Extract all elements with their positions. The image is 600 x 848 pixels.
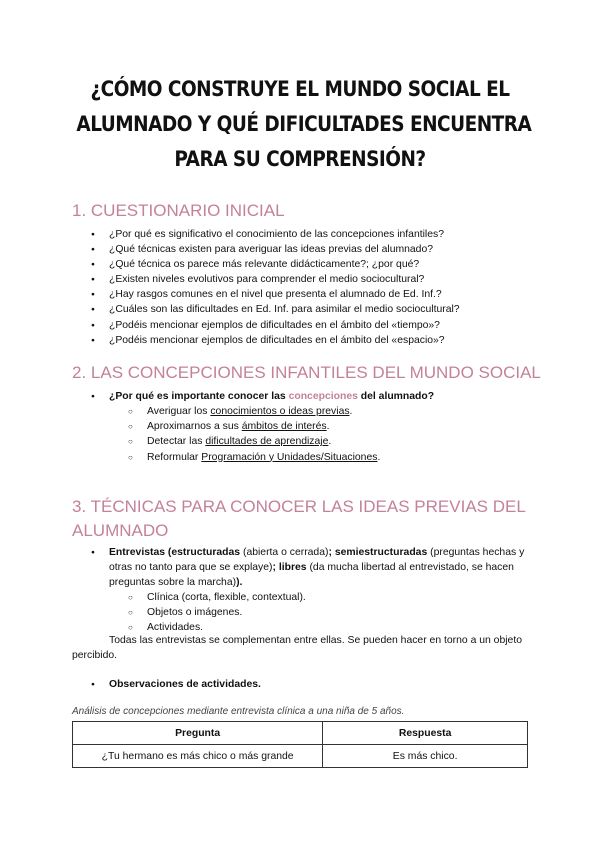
- underlined-link[interactable]: dificultades de aprendizaje: [205, 436, 329, 448]
- list-item: ● ¿Por qué es significativo el conocimiento de las concepciones infantiles?: [90, 227, 460, 242]
- title-line: ALUMNADO Y QUÉ DIFICULTADES ENCUENTRA: [76, 112, 532, 137]
- list-item: ● ¿Qué técnicas existen para averiguar las ideas previas del alumnado?: [90, 242, 460, 257]
- sub-item: [128, 450, 380, 465]
- underlined-link[interactable]: conocimientos o ideas previas: [210, 406, 350, 417]
- interview-table: [72, 721, 528, 768]
- text: (preguntas hechas y otras no tanto para que se explaye): [109, 547, 525, 574]
- sub-item-text: Aproximarnos a sus: [147, 421, 242, 433]
- table-cell: Es más chico.: [323, 745, 528, 768]
- section-3-heading: [72, 495, 526, 543]
- question-text: del alumnado?: [357, 391, 435, 402]
- list-item: ● ¿Podéis mencionar ejemplos de dificultades en el ámbito del «espacio»?: [90, 333, 460, 348]
- table-cell: ¿Tu hermano es más chico o más grande: [73, 745, 323, 768]
- bold-text: ; libres: [272, 562, 307, 574]
- heading-line: ALUMNADO: [72, 521, 169, 540]
- text: (abierta o cerrada): [240, 547, 329, 558]
- sub-item: ○ Objetos o imágenes.: [128, 605, 306, 620]
- column-header: Respuesta: [323, 722, 528, 745]
- sub-item: [128, 434, 380, 449]
- table-header-row: [73, 722, 528, 745]
- bold-text: Observaciones de actividades.: [109, 679, 261, 690]
- sub-item-text: .: [349, 406, 353, 417]
- observaciones-item: [90, 677, 261, 692]
- sub-item-text: .: [377, 451, 381, 463]
- underlined-link[interactable]: ámbitos de interés: [241, 421, 327, 433]
- sub-item: [128, 419, 380, 434]
- sub-item-text: .: [328, 436, 332, 448]
- section-1-heading: 1. CUESTIONARIO INICIAL: [72, 201, 285, 220]
- bold-text: ).: [236, 577, 243, 589]
- bold-text: Entrevistas (estructuradas: [109, 547, 241, 558]
- section-2-heading: 2. LAS CONCEPCIONES INFANTILES DEL MUNDO SOCIAL: [72, 363, 541, 382]
- list-item: ● ¿Existen niveles evolutivos para comprender el medio sociocultural?: [90, 272, 460, 287]
- list-item: [90, 389, 434, 404]
- list-item: ● ¿Cuáles son las dificultades en Ed. Inf. para asimilar el medio sociocultural?: [90, 302, 460, 317]
- sub-item: ○ Actividades.: [128, 620, 306, 635]
- entrevistas-item: [90, 545, 539, 591]
- sub-item-text: Averiguar los: [147, 406, 211, 417]
- text: (da mucha libertad al entrevistado, se hacen preguntas sobre la marcha): [109, 562, 514, 589]
- highlight-word: concepciones: [288, 391, 358, 402]
- table-row: [73, 745, 528, 768]
- sub-item: [128, 404, 380, 419]
- sub-item-text: Reformular: [147, 451, 202, 463]
- bold-text: ; semiestructuradas: [328, 547, 428, 558]
- title-line: PARA SU COMPRENSIÓN?: [174, 147, 426, 172]
- title-line: ¿CÓMO CONSTRUYE EL MUNDO SOCIAL EL: [90, 77, 510, 102]
- document-title: [76, 72, 532, 177]
- bullet-dot: ●: [91, 549, 95, 556]
- concepciones-sublist: [128, 404, 380, 465]
- list-item: ● ¿Hay rasgos comunes en el nivel que presenta el alumnado de Ed. Inf.?: [90, 287, 460, 302]
- sub-item-text: Detectar las: [147, 436, 206, 448]
- entrevistas-sublist: [128, 590, 306, 636]
- concepciones-list: [90, 389, 434, 404]
- list-item: ● ¿Qué técnica os parece más relevante didácticamente?; ¿por qué?: [90, 257, 460, 272]
- sub-item: ○ Clínica (corta, flexible, contextual).: [128, 590, 306, 605]
- list-item: ● ¿Podéis mencionar ejemplos de dificultades en el ámbito del «tiempo»?: [90, 318, 460, 333]
- heading-line: 3. TÉCNICAS PARA CONOCER LAS IDEAS PREVIAS DEL: [72, 497, 526, 516]
- body-paragraph: Todas las entrevistas se complementan entre ellas. Se pueden hacer en torno a un objeto percibido.: [72, 635, 522, 662]
- underlined-link[interactable]: Programación y Unidades/Situaciones: [201, 451, 378, 463]
- bullet-dot: ●: [91, 681, 95, 688]
- table-caption: Análisis de concepciones mediante entrevista clínica a una niña de 5 años.: [72, 706, 405, 717]
- questionnaire-list: [90, 227, 460, 348]
- sub-item-text: .: [326, 421, 330, 433]
- column-header: Pregunta: [73, 722, 323, 745]
- question-text: ¿Por qué es importante conocer las: [109, 391, 289, 402]
